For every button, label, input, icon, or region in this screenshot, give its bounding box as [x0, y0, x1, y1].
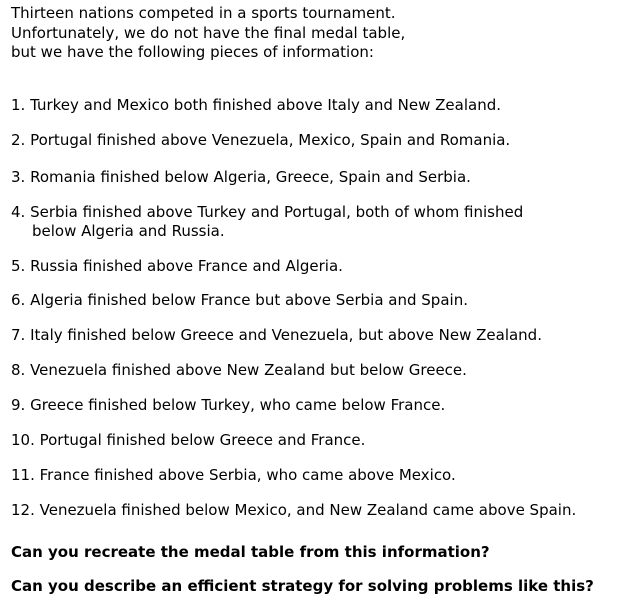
clue-8: 8. Venezuela finished above New Zealand but below Greece.: [11, 361, 467, 379]
question-strategy: Can you describe an efficient strategy for solving problems like this?: [11, 577, 594, 595]
clue-10: 10. Portugal finished below Greece and France.: [11, 431, 366, 449]
clue-1: 1. Turkey and Mexico both finished above Italy and New Zealand.: [11, 96, 502, 114]
clue-9: 9. Greece finished below Turkey, who came below France.: [11, 396, 446, 414]
clue-5: 5. Russia finished above France and Algeria.: [11, 257, 343, 275]
clue-4: 4. Serbia finished above Turkey and Portugal, both of whom finished below Algeria and Russia.: [11, 203, 636, 241]
clue-4-continuation: below Algeria and Russia.: [32, 222, 225, 240]
clue-7: 7. Italy finished below Greece and Venezuela, but above New Zealand.: [11, 326, 542, 344]
clue-2: 2. Portugal finished above Venezuela, Mexico, Spain and Romania.: [11, 131, 511, 149]
intro-line: Thirteen nations competed in a sports tournament.: [11, 4, 396, 22]
clue-6: 6. Algeria finished below France but above Serbia and Spain.: [11, 291, 468, 309]
clue-3: 3. Romania finished below Algeria, Greece, Spain and Serbia.: [11, 168, 471, 186]
intro-line: Unfortunately, we do not have the final medal table,: [11, 23, 406, 42]
clue-11: 11. France finished above Serbia, who came above Mexico.: [11, 466, 456, 484]
intro-line: but we have the following pieces of information:: [11, 43, 374, 62]
intro-paragraph: [11, 4, 631, 63]
clue-12: 12. Venezuela finished below Mexico, and New Zealand came above Spain.: [11, 501, 577, 519]
question-recreate-table: Can you recreate the medal table from this information?: [11, 543, 490, 561]
